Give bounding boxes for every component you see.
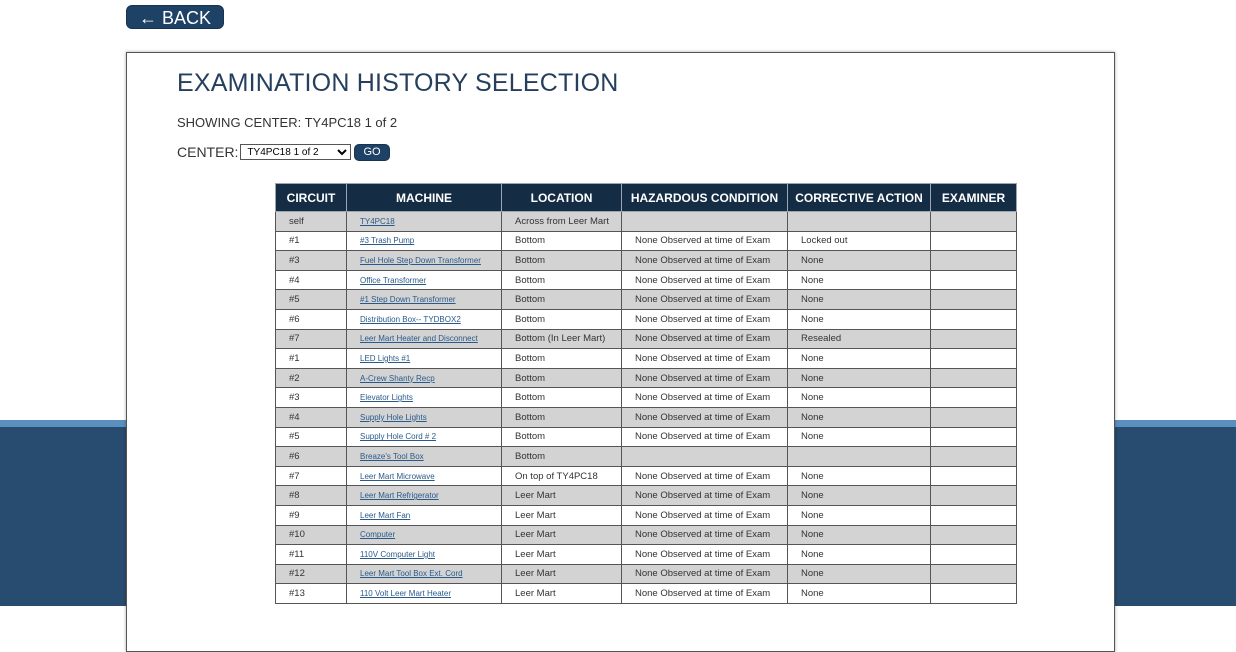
cell-corrective-action: None	[788, 349, 931, 369]
cell-location: Bottom	[502, 231, 622, 251]
cell-machine	[347, 349, 502, 369]
cell-machine	[347, 231, 502, 251]
cell-circuit: #2	[276, 368, 347, 388]
cell-machine	[347, 212, 502, 232]
cell-examiner	[931, 545, 1017, 565]
cell-examiner	[931, 290, 1017, 310]
machine-link[interactable]: Supply Hole Cord # 2	[360, 432, 437, 442]
table-row	[276, 212, 1017, 232]
table-row	[276, 466, 1017, 486]
machine-link[interactable]: Distribution Box-- TYDBOX2	[360, 314, 461, 324]
machine-link[interactable]: Leer Mart Fan	[360, 510, 411, 520]
machine-link[interactable]: 110 Volt Leer Mart Heater	[360, 589, 452, 599]
cell-circuit: #6	[276, 447, 347, 467]
cell-corrective-action: None	[788, 505, 931, 525]
cell-machine	[347, 388, 502, 408]
cell-circuit: #7	[276, 466, 347, 486]
cell-hazardous-condition: None Observed at time of Exam	[622, 486, 788, 506]
cell-circuit: #1	[276, 231, 347, 251]
cell-circuit: #4	[276, 270, 347, 290]
machine-link[interactable]: TY4PC18	[360, 216, 395, 226]
machine-link[interactable]: 110V Computer Light	[360, 549, 436, 559]
cell-machine	[347, 309, 502, 329]
cell-machine	[347, 270, 502, 290]
cell-location: Bottom	[502, 427, 622, 447]
cell-location: Leer Mart	[502, 505, 622, 525]
table-row	[276, 231, 1017, 251]
cell-location: On top of TY4PC18	[502, 466, 622, 486]
cell-hazardous-condition: None Observed at time of Exam	[622, 251, 788, 271]
header-hazardous-condition: HAZARDOUS CONDITION	[622, 184, 788, 212]
table-row	[276, 486, 1017, 506]
exam-history-table-wrap	[275, 183, 1016, 604]
machine-link[interactable]: Leer Mart Refrigerator	[360, 491, 439, 501]
cell-examiner	[931, 564, 1017, 584]
cell-location: Leer Mart	[502, 486, 622, 506]
table-row	[276, 525, 1017, 545]
cell-circuit: #12	[276, 564, 347, 584]
cell-machine	[347, 251, 502, 271]
page-title: EXAMINATION HISTORY SELECTION	[177, 69, 619, 97]
cell-location: Bottom	[502, 407, 622, 427]
machine-link[interactable]: Leer Mart Microwave	[360, 471, 435, 481]
table-row	[276, 309, 1017, 329]
cell-corrective-action: None	[788, 427, 931, 447]
cell-hazardous-condition: None Observed at time of Exam	[622, 309, 788, 329]
cell-examiner	[931, 447, 1017, 467]
cell-location: Bottom	[502, 251, 622, 271]
cell-hazardous-condition: None Observed at time of Exam	[622, 388, 788, 408]
cell-circuit: #8	[276, 486, 347, 506]
cell-corrective-action: None	[788, 525, 931, 545]
cell-examiner	[931, 388, 1017, 408]
cell-examiner	[931, 466, 1017, 486]
cell-hazardous-condition: None Observed at time of Exam	[622, 505, 788, 525]
cell-circuit: #7	[276, 329, 347, 349]
cell-hazardous-condition: None Observed at time of Exam	[622, 349, 788, 369]
cell-corrective-action: None	[788, 466, 931, 486]
cell-corrective-action: Resealed	[788, 329, 931, 349]
header-corrective-action: CORRECTIVE ACTION	[788, 184, 931, 212]
cell-circuit: #6	[276, 309, 347, 329]
cell-location: Leer Mart	[502, 525, 622, 545]
cell-corrective-action: None	[788, 407, 931, 427]
cell-examiner	[931, 525, 1017, 545]
cell-machine	[347, 368, 502, 388]
table-row	[276, 564, 1017, 584]
machine-link[interactable]: Fuel Hole Step Down Transformer	[360, 255, 481, 265]
cell-corrective-action: None	[788, 564, 931, 584]
showing-center-text: SHOWING CENTER: TY4PC18 1 of 2	[177, 115, 398, 130]
machine-link[interactable]: Leer Mart Tool Box Ext. Cord	[360, 569, 463, 579]
cell-location: Leer Mart	[502, 564, 622, 584]
machine-link[interactable]: A-Crew Shanty Recp	[360, 373, 435, 383]
cell-examiner	[931, 349, 1017, 369]
cell-hazardous-condition: None Observed at time of Exam	[622, 329, 788, 349]
table-row	[276, 349, 1017, 369]
cell-hazardous-condition: None Observed at time of Exam	[622, 564, 788, 584]
cell-examiner	[931, 505, 1017, 525]
header-circuit: CIRCUIT	[276, 184, 347, 212]
cell-machine	[347, 329, 502, 349]
table-row	[276, 427, 1017, 447]
cell-corrective-action: None	[788, 388, 931, 408]
cell-machine	[347, 290, 502, 310]
cell-machine	[347, 584, 502, 604]
cell-examiner	[931, 486, 1017, 506]
cell-location: Bottom	[502, 368, 622, 388]
cell-location: Across from Leer Mart	[502, 212, 622, 232]
cell-location: Bottom	[502, 349, 622, 369]
cell-machine	[347, 486, 502, 506]
cell-corrective-action: None	[788, 368, 931, 388]
cell-circuit: #3	[276, 251, 347, 271]
cell-hazardous-condition: None Observed at time of Exam	[622, 427, 788, 447]
machine-link[interactable]: Supply Hole Lights	[360, 412, 427, 422]
table-row	[276, 270, 1017, 290]
table-row	[276, 407, 1017, 427]
cell-corrective-action: Locked out	[788, 231, 931, 251]
cell-location: Leer Mart	[502, 545, 622, 565]
table-row	[276, 251, 1017, 271]
cell-circuit: #13	[276, 584, 347, 604]
cell-circuit: #4	[276, 407, 347, 427]
cell-circuit: #3	[276, 388, 347, 408]
cell-corrective-action: None	[788, 309, 931, 329]
cell-corrective-action: None	[788, 290, 931, 310]
machine-link[interactable]: Office Transformer	[360, 275, 427, 285]
cell-hazardous-condition: None Observed at time of Exam	[622, 231, 788, 251]
center-label: CENTER:	[177, 144, 239, 160]
cell-examiner	[931, 329, 1017, 349]
cell-machine	[347, 564, 502, 584]
cell-location: Bottom	[502, 309, 622, 329]
cell-circuit: self	[276, 212, 347, 232]
cell-hazardous-condition: None Observed at time of Exam	[622, 290, 788, 310]
cell-corrective-action: None	[788, 251, 931, 271]
exam-history-table	[275, 183, 1017, 604]
go-button[interactable]: GO	[354, 144, 389, 161]
cell-hazardous-condition: None Observed at time of Exam	[622, 407, 788, 427]
cell-hazardous-condition	[622, 212, 788, 232]
cell-examiner	[931, 212, 1017, 232]
table-row	[276, 388, 1017, 408]
cell-hazardous-condition: None Observed at time of Exam	[622, 368, 788, 388]
cell-hazardous-condition: None Observed at time of Exam	[622, 525, 788, 545]
table-row	[276, 584, 1017, 604]
back-button[interactable]: ← BACK	[126, 5, 224, 29]
header-location: LOCATION	[502, 184, 622, 212]
cell-hazardous-condition: None Observed at time of Exam	[622, 584, 788, 604]
table-row	[276, 505, 1017, 525]
cell-examiner	[931, 427, 1017, 447]
cell-examiner	[931, 231, 1017, 251]
table-row	[276, 368, 1017, 388]
cell-circuit: #5	[276, 290, 347, 310]
cell-examiner	[931, 407, 1017, 427]
cell-machine	[347, 427, 502, 447]
cell-corrective-action	[788, 447, 931, 467]
cell-machine	[347, 545, 502, 565]
machine-link[interactable]: Elevator Lights	[360, 393, 413, 403]
table-row	[276, 447, 1017, 467]
table-row	[276, 329, 1017, 349]
cell-examiner	[931, 309, 1017, 329]
cell-circuit: #11	[276, 545, 347, 565]
machine-link[interactable]: #3 Trash Pump	[360, 236, 415, 246]
cell-examiner	[931, 584, 1017, 604]
center-select[interactable]	[240, 144, 351, 160]
cell-circuit: #9	[276, 505, 347, 525]
center-selector-row	[177, 143, 390, 161]
cell-location: Bottom	[502, 388, 622, 408]
cell-machine	[347, 447, 502, 467]
machine-link[interactable]: Leer Mart Heater and Disconnect	[360, 334, 478, 344]
machine-link[interactable]: Computer	[360, 530, 396, 540]
cell-location: Bottom	[502, 447, 622, 467]
cell-machine	[347, 505, 502, 525]
cell-hazardous-condition: None Observed at time of Exam	[622, 466, 788, 486]
cell-examiner	[931, 251, 1017, 271]
machine-link[interactable]: #1 Step Down Transformer	[360, 295, 456, 305]
cell-machine	[347, 525, 502, 545]
cell-hazardous-condition	[622, 447, 788, 467]
cell-corrective-action: None	[788, 486, 931, 506]
header-examiner: EXAMINER	[931, 184, 1017, 212]
table-row	[276, 545, 1017, 565]
cell-location: Bottom (In Leer Mart)	[502, 329, 622, 349]
machine-link[interactable]: LED Lights #1	[360, 353, 411, 363]
cell-circuit: #5	[276, 427, 347, 447]
cell-examiner	[931, 270, 1017, 290]
cell-corrective-action: None	[788, 584, 931, 604]
cell-location: Leer Mart	[502, 584, 622, 604]
cell-location: Bottom	[502, 290, 622, 310]
cell-hazardous-condition: None Observed at time of Exam	[622, 270, 788, 290]
cell-corrective-action: None	[788, 270, 931, 290]
cell-circuit: #1	[276, 349, 347, 369]
cell-location: Bottom	[502, 270, 622, 290]
cell-hazardous-condition: None Observed at time of Exam	[622, 545, 788, 565]
machine-link[interactable]: Breaze's Tool Box	[360, 451, 424, 461]
header-machine: MACHINE	[347, 184, 502, 212]
table-body	[276, 212, 1017, 604]
cell-examiner	[931, 368, 1017, 388]
cell-circuit: #10	[276, 525, 347, 545]
cell-machine	[347, 407, 502, 427]
cell-machine	[347, 466, 502, 486]
content-card	[126, 52, 1115, 652]
cell-corrective-action: None	[788, 545, 931, 565]
cell-corrective-action	[788, 212, 931, 232]
table-header-row	[276, 184, 1017, 212]
table-row	[276, 290, 1017, 310]
